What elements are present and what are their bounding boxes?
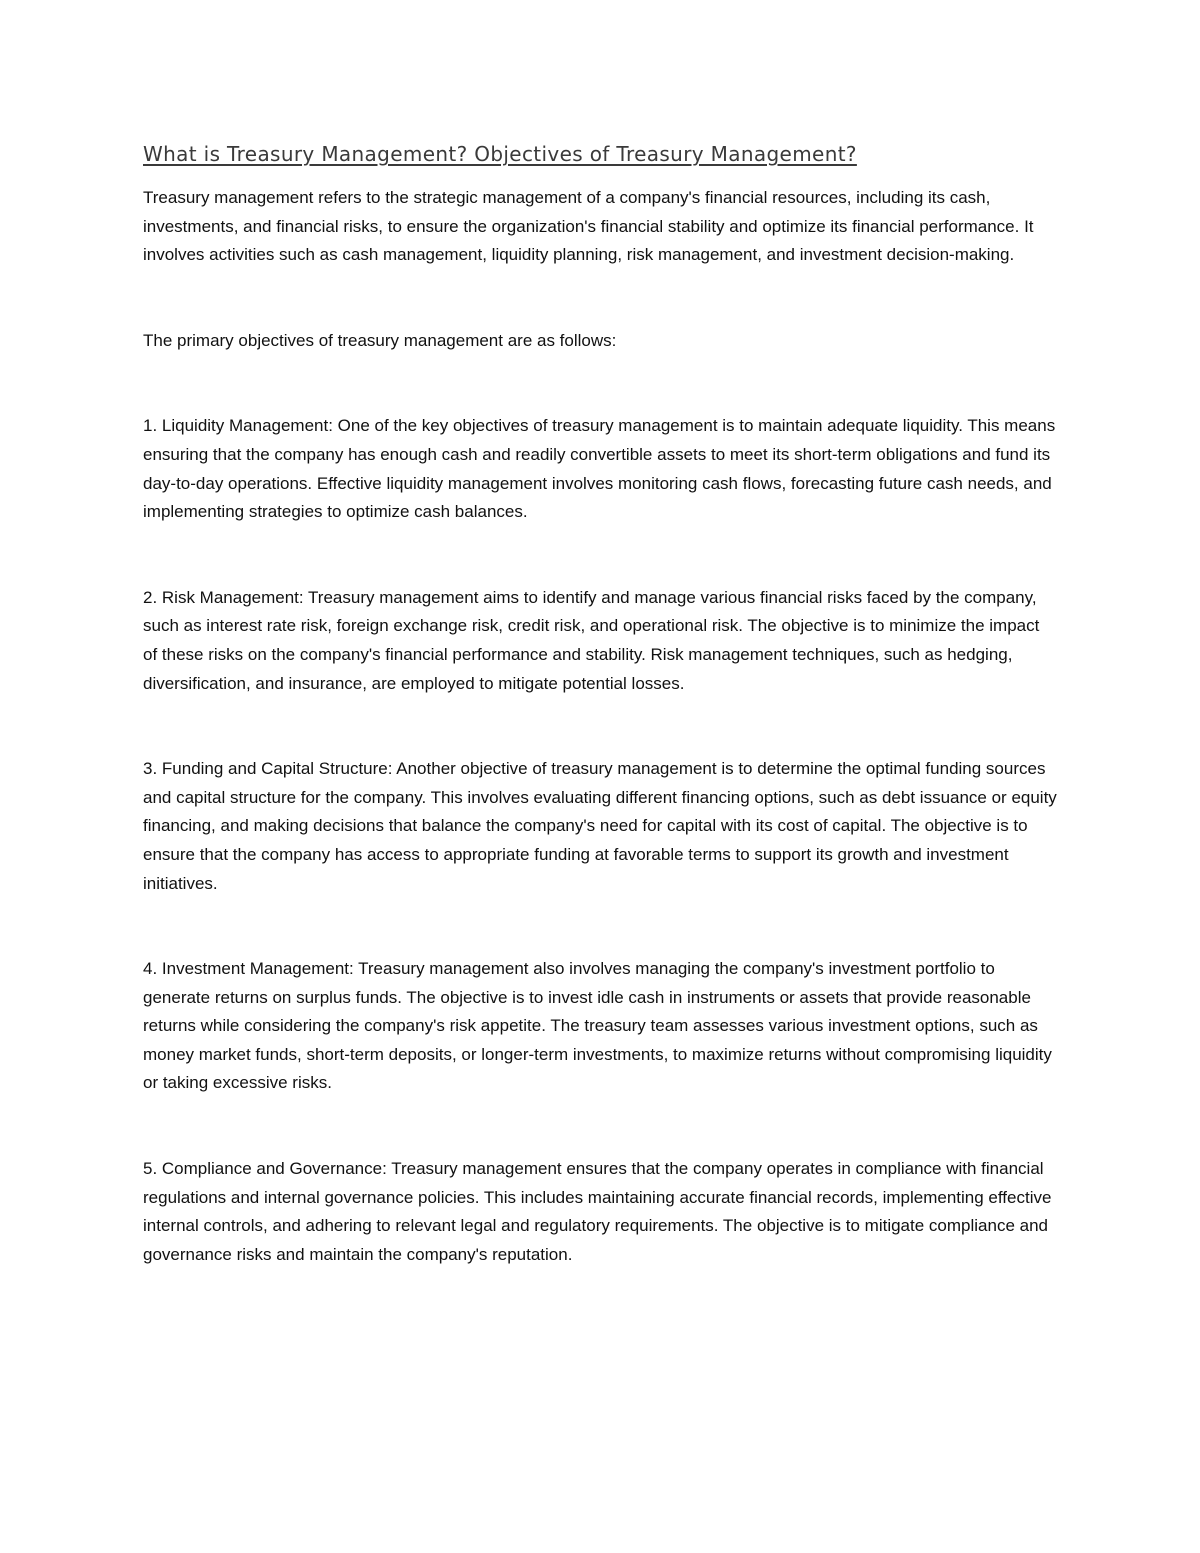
document-title: What is Treasury Management? Objectives of Treasury Management? [143,142,857,166]
objective-liquidity-paragraph: 1. Liquidity Management: One of the key objectives of treasury management is to maintain adequate liquidity. This means ensuring that the company has enough cash and readily convertible assets to meet its short-term obligations and fund its day-to-day operations. Effective liquidity management involves monitoring cash flows, forecasting future cash needs, and implementing strategies to optimize cash balances. [143,416,1056,522]
objective-risk-paragraph: 2. Risk Management: Treasury management aims to identify and manage various financial risks faced by the company, such as interest rate risk, foreign exchange risk, credit risk, and operational risk. The objective is to minimize the impact of these risks on the company's financial performance and stability. Risk management techniques, such as hedging, diversification, and insurance, are employed to mitigate potential losses. [143,587,1040,693]
objectives-lead-paragraph: The primary objectives of treasury management are as follows: [143,330,617,350]
objective-investment-paragraph: 4. Investment Management: Treasury management also involves managing the company's investment portfolio to generate returns on surplus funds. The objective is to invest idle cash in instruments or assets that provide reasonable returns while considering the company's risk appetite. The treasury team assesses various investment options, such as money market funds, short-term deposits, or longer-term investments, to maximize returns without compromising liquidity or taking excessive risks. [143,959,1052,1093]
objective-compliance-paragraph: 5. Compliance and Governance: Treasury management ensures that the company operates in compliance with financial regulations and internal governance policies. This includes maintaining accurate financial records, implementing effective internal controls, and adhering to relevant legal and regulatory requirements. The objective is to mitigate compliance and governance risks and maintain the company's reputation. [143,1159,1052,1264]
objective-funding-paragraph: 3. Funding and Capital Structure: Another objective of treasury management is to determine the optimal funding sources and capital structure for the company. This involves evaluating different financing options, such as debt issuance or equity financing, and making decisions that balance the company's need for capital with its cost of capital. The objective is to ensure that the company has access to appropriate funding at favorable terms to support its growth and investment initiatives. [143,759,1057,893]
intro-paragraph: Treasury management refers to the strategic management of a company's financial resources, including its cash, investments, and financial risks, to ensure the organization's financial stability and optimize its financial performance. It involves activities such as cash management, liquidity planning, risk management, and investment decision-making. [143,188,1034,265]
